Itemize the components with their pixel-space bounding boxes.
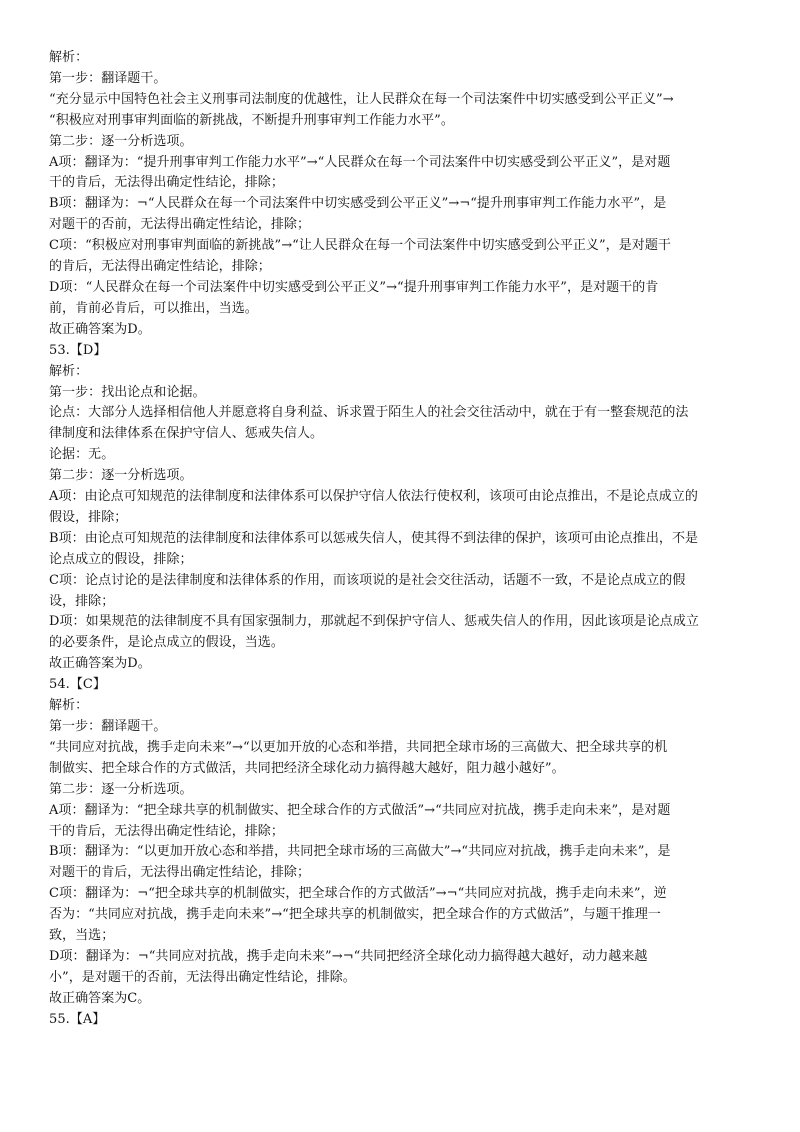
text-line: 律制度和法律体系在保护守信人、惩戒失信人。: [49, 426, 324, 442]
text-line: “共同应对抗战，携手走向未来”→“以更加开放的心态和举措，共同把全球市场的三高做大、把全球共享的机: [49, 739, 668, 755]
text-line: 干的肯后，无法得出确定性结论，排除；: [49, 175, 284, 191]
text-line: 第二步：逐一分析选项。: [49, 468, 193, 484]
text-line: 第一步：找出论点和论据。: [49, 384, 206, 400]
text-line: 对题干的否前，无法得出确定性结论，排除；: [49, 217, 311, 233]
text-line: 的肯后，无法得出确定性结论，排除；: [49, 259, 271, 275]
text-line: B项：翻译为：“以更加开放心态和举措，共同把全球市场的三高做大”→“共同应对抗战，携手走向未来”，是: [49, 844, 671, 860]
text-line: A项：翻译为：“提升刑事审判工作能力水平”→“人民群众在每一个司法案件中切实感受到公平正义”，是对题: [49, 154, 671, 170]
text-line: C项：翻译为：¬“把全球共享的机制做实，把全球合作的方式做活”→¬“共同应对抗战，携手走向未来”，逆: [49, 886, 667, 902]
text-line: D项：翻译为：¬“共同应对抗战，携手走向未来”→¬“共同把经济全球化动力搞得越大越好，动力越来越: [49, 948, 648, 964]
text-line: 否为：“共同应对抗战，携手走向未来”→“把全球共享的机制做实，把全球合作的方式做活”，与题干推理一: [49, 907, 661, 923]
text-line: A项：由论点可知规范的法律制度和法律体系可以保护守信人依法行使权利，该项可由论点推出，不是论点成立的: [49, 489, 698, 505]
text-line: 的必要条件，是论点成立的假设，当选。: [49, 635, 284, 651]
text-line: 致，当选；: [49, 928, 115, 944]
text-line: 论点：大部分人选择相信他人并愿意将自身利益、诉求置于陌生人的社会交往活动中，就在于有一整套规范的法: [49, 405, 689, 421]
text-line: 第二步：逐一分析选项。: [49, 133, 193, 149]
text-line: C项：论点讨论的是法律制度和法律体系的作用，而该项说的是社会交往活动，话题不一致，不是论点成立的假: [49, 572, 686, 588]
text-line: 第二步：逐一分析选项。: [49, 781, 193, 797]
text-line: 55.【A】: [49, 1011, 106, 1027]
text-line: 故正确答案为D。: [49, 321, 151, 337]
text-line: A项：翻译为：“把全球共享的机制做实、把全球合作的方式做活”→“共同应对抗战，携手走向未来”，是对题: [49, 802, 671, 818]
text-line: 第一步：翻译题干。: [49, 719, 167, 734]
text-line: 小”，是对题干的否前，无法得出确定性结论，排除。: [49, 969, 356, 985]
text-line: 解析：: [49, 363, 89, 379]
text-line: 制做实、把全球合作的方式做活，共同把经济全球化动力搞得越大越好，阻力越小越好”。: [49, 760, 565, 776]
text-line: 解析：: [49, 698, 89, 714]
text-line: 设，排除；: [49, 593, 115, 609]
text-line: 解析：: [49, 50, 89, 65]
text-line: 53.【D】: [49, 342, 107, 358]
text-line: 论点成立的假设，排除；: [49, 551, 193, 567]
text-line: B项：由论点可知规范的法律制度和法律体系可以惩戒失信人，使其得不到法律的保护，该项可由论点推出，不是: [49, 530, 699, 546]
text-line: 故正确答案为D。: [49, 656, 151, 672]
text-line: 对题干的肯后，无法得出确定性结论，排除；: [49, 865, 311, 881]
text-line: D项：“人民群众在每一个司法案件中切实感受到公平正义”→“提升刑事审判工作能力水平”，是对题干的肯: [49, 279, 659, 295]
text-line: 前，肯前必肯后，可以推出，当选。: [49, 300, 258, 316]
text-line: 第一步：翻译题干。: [49, 70, 167, 86]
answer-explanation-page: [49, 48, 755, 1031]
text-line: B项：翻译为：¬“人民群众在每一个司法案件中切实感受到公平正义”→¬“提升刑事审判工作能力水平”，是: [49, 196, 667, 212]
text-line: C项：“积极应对刑事审判面临的新挑战”→“让人民群众在每一个司法案件中切实感受到公平正义”，是对题干: [49, 238, 671, 254]
text-line: 故正确答案为C。: [49, 990, 151, 1006]
text-line: D项：如果规范的法律制度不具有国家强制力，那就起不到保护守信人、惩戒失信人的作用，因此该项是论点成立: [49, 614, 699, 630]
text-line: “充分显示中国特色社会主义刑事司法制度的优越性，让人民群众在每一个司法案件中切实感受到公平正义”→: [49, 91, 674, 107]
text-line: 干的肯后，无法得出确定性结论，排除；: [49, 823, 284, 839]
text-line: 54.【C】: [49, 677, 106, 693]
text-line: 假设，排除；: [49, 509, 128, 525]
text-line: “积极应对刑事审判面临的新挑战，不断提升刑事审判工作能力水平”。: [49, 112, 454, 128]
text-line: 论据：无。: [49, 447, 115, 463]
